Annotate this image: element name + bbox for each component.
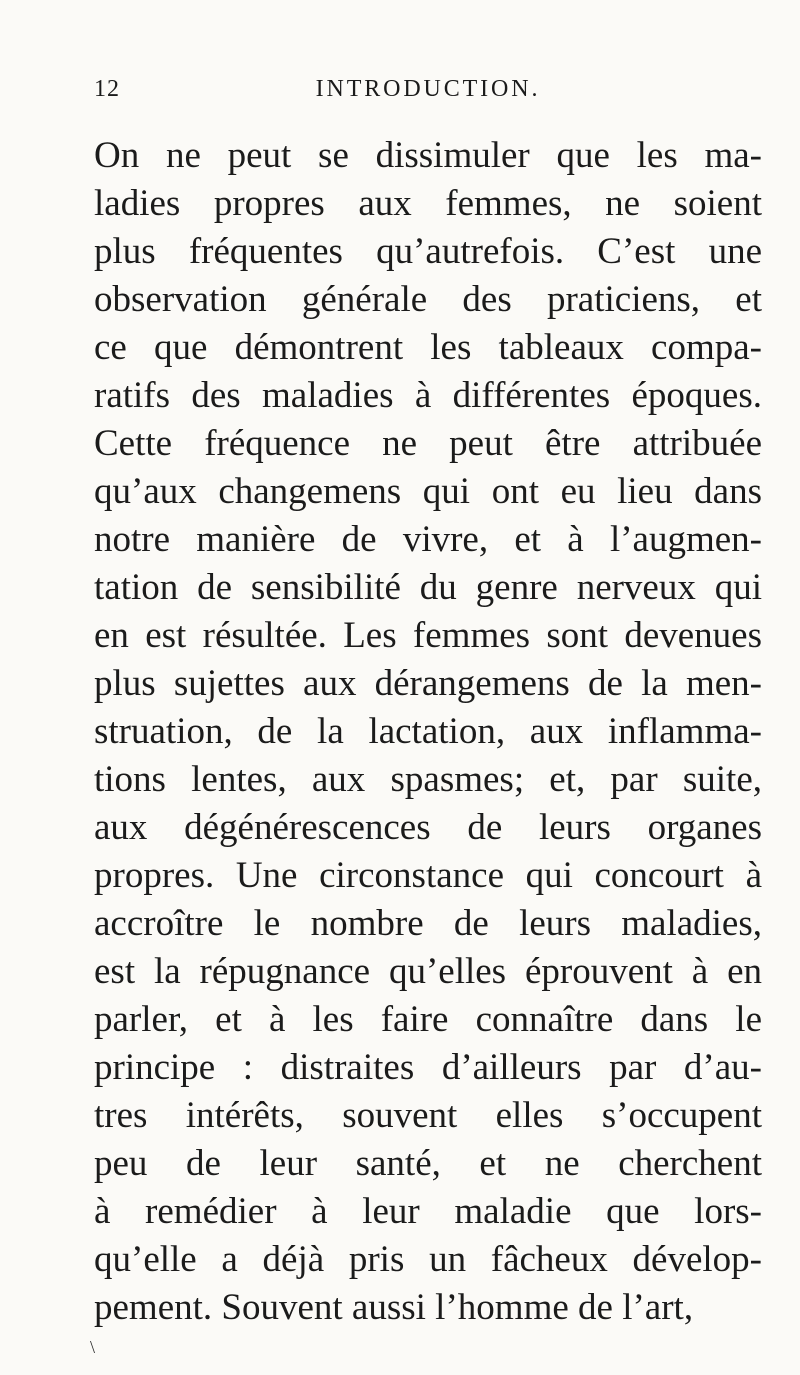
- text-line: peu de leur santé, et ne cherchent: [94, 1143, 762, 1184]
- text-line: tation de sensibilité du genre nerveux qui: [94, 567, 762, 608]
- text-line: parler, et à les faire connaître dans le: [94, 999, 762, 1040]
- page-number: 12: [94, 76, 120, 102]
- text-line: ratifs des maladies à différentes époques.: [94, 375, 762, 416]
- running-header: [94, 76, 762, 116]
- text-line: pement. Souvent aussi l’homme de l’art,: [94, 1287, 694, 1328]
- text-line: accroître le nombre de leurs maladies,: [94, 903, 762, 944]
- text-line: observation générale des praticiens, et: [94, 279, 762, 320]
- text-line: principe : distraites d’ailleurs par d’au-: [94, 1047, 762, 1088]
- text-line: Cette fréquence ne peut être attribuée: [94, 423, 762, 464]
- text-line: à remédier à leur maladie que lors-: [94, 1191, 762, 1232]
- text-line: struation, de la lactation, aux inflamma-: [94, 711, 762, 752]
- text-line: tres intérêts, souvent elles s’occupent: [94, 1095, 762, 1136]
- text-line: tions lentes, aux spasmes; et, par suite,: [94, 759, 762, 800]
- margin-mark: \: [90, 1337, 96, 1357]
- text-line: aux dégénérescences de leurs organes: [94, 807, 762, 848]
- body-text: [94, 132, 762, 1332]
- text-line: ladies propres aux femmes, ne soient: [94, 183, 762, 224]
- running-title: INTRODUCTION.: [315, 76, 541, 102]
- text-line: plus sujettes aux dérangemens de la men-: [94, 663, 762, 704]
- text-line: qu’aux changemens qui ont eu lieu dans: [94, 471, 762, 512]
- text-line: ce que démontrent les tableaux compa-: [94, 327, 762, 368]
- text-line: On ne peut se dissimuler que les ma-: [94, 135, 762, 176]
- text-line: propres. Une circonstance qui concourt à: [94, 855, 762, 896]
- text-line: qu’elle a déjà pris un fâcheux dévelop-: [94, 1239, 762, 1280]
- text-line: plus fréquentes qu’autrefois. C’est une: [94, 231, 762, 272]
- text-line: est la répugnance qu’elles éprouvent à en: [94, 951, 762, 992]
- text-line: en est résultée. Les femmes sont devenues: [94, 615, 762, 656]
- text-line: notre manière de vivre, et à l’augmen-: [94, 519, 762, 560]
